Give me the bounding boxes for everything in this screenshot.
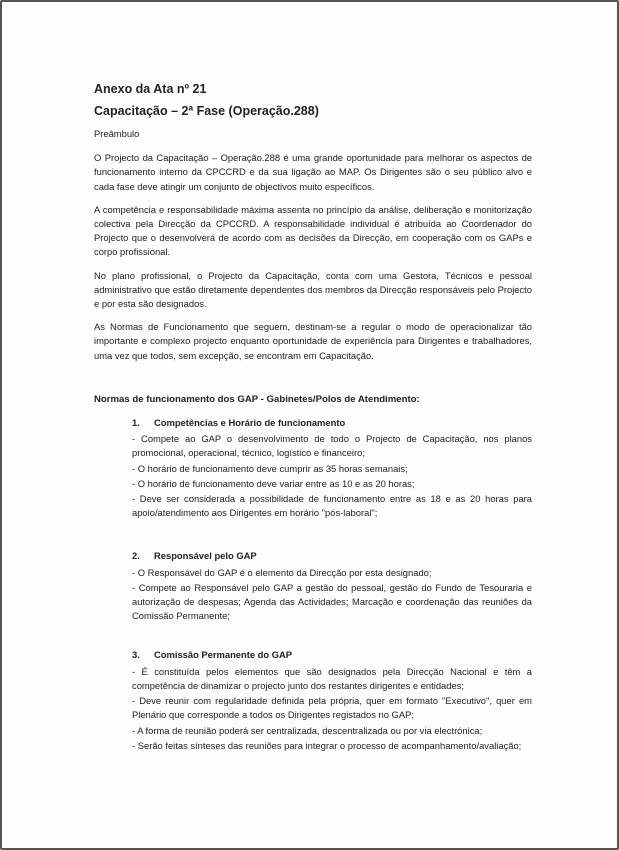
section-number: 2. [132,550,140,562]
section-heading [132,416,532,430]
document-title: Anexo da Ata nº 21 [94,82,207,96]
section-item: - A forma de reunião poderá ser centralizada, descentralizada ou por via electrónica; [132,724,483,736]
preamble-label: Preâmbulo [94,128,140,139]
section-item: - Serão feitas sínteses das reuniões para integrar o processo de acompanhamento/avaliação; [132,739,522,751]
section-heading-text: Competências e Horário de funcionamento [154,417,346,429]
section-heading [132,648,532,662]
preamble-paragraph: As Normas de Funcionamento que seguem, destinam-se a regular o modo de operacionalizar tão importante e complexo projecto enquanto oportunidade de experiência para Dirigentes e trabalhadores, uma vez que todos, sem excepção, se encontram em Capacitação. [94,321,532,361]
section-heading-text: Responsável pelo GAP [154,550,257,562]
section-number: 3. [132,649,140,661]
section-item: - Deve ser considerada a possibilidade de funcionamento entre as 18 e as 20 horas para apoio/atendimento aos Dirigentes em horário "pós-laboral"; [132,493,532,519]
section-heading-text: Comissão Permanente do GAP [154,649,293,661]
normas-title: Normas de funcionamento dos GAP - Gabinetes/Polos de Atendimento: [94,393,420,405]
section-heading [132,549,532,563]
section-item: - Compete ao GAP o desenvolvimento de todo o Projecto de Capacitação, nos planos promocional, operacional, técnico, logístico e financeiro; [132,433,532,459]
preamble-paragraph: No plano profissional, o Projecto da Capacitação, conta com uma Gestora, Técnicos e pessoal administrativo que estão diretamente dependentes dos membros da Direcção responsáveis pelo Projecto e por esta são designados. [94,269,532,310]
section-item: - O horário de funcionamento deve variar entre as 10 e as 20 horas; [132,477,415,489]
preamble-paragraph: A competência e responsabilidade máxima assenta no princípio da análise, deliberação e monitorização colectiva pela Direcção da CPCCRD. A responsabilidade individual é atribuída ao Coordenador do Projecto que o desenvolverá de acordo com as decisões da Direcção, em cooperação com os GAPs e corpo profissional. [94,203,532,258]
section-number: 1. [132,417,140,429]
document-body [94,81,532,754]
preamble-paragraph: O Projecto da Capacitação – Operação.288 é uma grande oportunidade para melhorar os aspectos de funcionamento interno da CPCCRD e da sua ligação ao MAP. Os Dirigentes são o seu público alvo e cada fase deve atingir um conjunto de objectivos muito específicos. [94,152,532,192]
section-item: - Compete ao Responsável pelo GAP a gestão do pessoal, gestão do Fundo de Tesouraria e autorização de despesas; Agenda das Actividades; Marcação e coordenação das reuniões da Comissão Permanente; [132,581,532,622]
document-subtitle: Capacitação – 2ª Fase (Operação.288) [94,104,319,118]
section-item: - O horário de funcionamento deve cumprir as 35 horas semanais; [132,462,408,474]
section-item: - Deve reunir com regularidade definida pela própria, quer em formato "Executivo", quer em Plenário que corresponde a todos os Dirigentes registados no GAP; [132,695,532,721]
section-item: - É constituída pelos elementos que são designados pela Direcção Nacional e têm a competência de dinamizar o projecto junto dos restantes dirigentes e entidades; [132,665,532,691]
section-item: - O Responsável do GAP é o elemento da Direcção por esta designado; [132,566,432,578]
